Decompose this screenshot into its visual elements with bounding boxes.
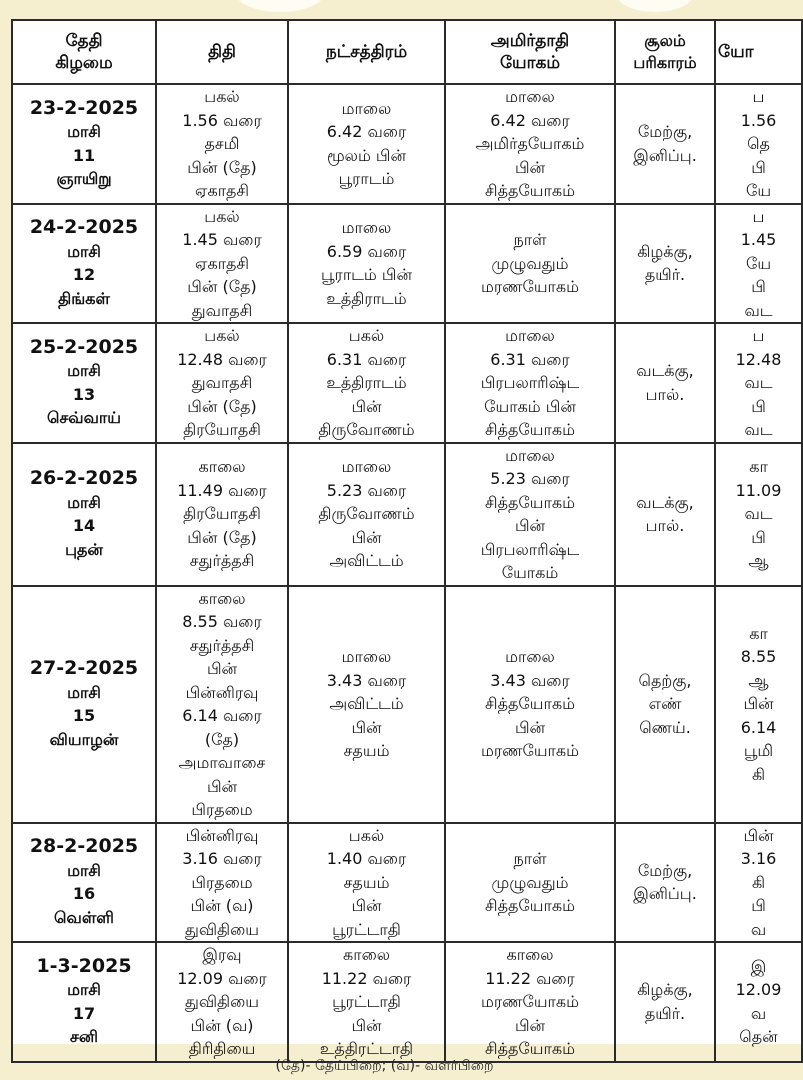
cell-line: உத்திரட்டாதி bbox=[319, 1039, 414, 1058]
cell-nakshatra bbox=[288, 84, 445, 204]
cell-line: யோகம் bbox=[501, 563, 559, 582]
cell-line: அமிர்தாதி bbox=[490, 31, 570, 51]
cell-line: 12.48 வரை bbox=[177, 349, 267, 369]
cell-date bbox=[12, 586, 156, 823]
cell-amirthathi-yogam bbox=[445, 84, 615, 204]
cell-line: பின் bbox=[206, 776, 238, 796]
cell-line: ப bbox=[752, 87, 765, 106]
cell-line: இனிப்பு. bbox=[633, 145, 697, 165]
cell-line: 6.14 bbox=[740, 717, 777, 737]
cell-line: பின் (தே) bbox=[187, 527, 257, 547]
cell-line: நாள் bbox=[513, 230, 547, 249]
cell-line: தயிர். bbox=[644, 1003, 686, 1023]
cell-line: வட bbox=[744, 504, 773, 524]
cell-line: பிரபலாரிஷ்ட bbox=[480, 373, 580, 392]
cell-line: மாலை bbox=[341, 647, 392, 667]
cell-line: ஏகாதசி bbox=[195, 181, 249, 200]
cell-line: மாலை bbox=[505, 87, 555, 106]
cell-line: பரிகாரம் bbox=[633, 53, 697, 72]
cell-line: கா bbox=[749, 623, 768, 643]
cell-line: பால். bbox=[645, 384, 685, 404]
cell-line: பகல் bbox=[348, 825, 385, 845]
top-decoration bbox=[235, 0, 325, 12]
cell-date bbox=[12, 443, 156, 586]
cell-line: வடக்கு, bbox=[636, 361, 694, 381]
cell-line: பின் (வ) bbox=[190, 896, 254, 915]
cell-line: மாசி bbox=[67, 980, 101, 1000]
cell-line: மாசி bbox=[67, 122, 101, 142]
cell-line: திங்கள் bbox=[58, 288, 110, 308]
cell-line: மாசி bbox=[67, 361, 101, 381]
cell-line: வடக்கு, bbox=[636, 492, 694, 512]
cell-line: பிரதமை bbox=[191, 800, 253, 819]
cell-line: திருவோணம் bbox=[318, 504, 415, 524]
cell-thithi bbox=[156, 204, 288, 324]
header-soolam bbox=[615, 20, 715, 84]
cell-line: பின்னிரவு bbox=[185, 825, 259, 845]
cell-line: 6.42 வரை bbox=[326, 122, 407, 142]
cell-line: யே bbox=[745, 253, 772, 273]
cell-yogam bbox=[715, 84, 802, 204]
cell-line: 3.16 bbox=[740, 849, 777, 868]
cell-line: அமிர்தயோகம் bbox=[475, 134, 585, 153]
cell-line: மூலம் பின் bbox=[326, 145, 407, 165]
cell-line: ஆ bbox=[748, 551, 769, 571]
table-row bbox=[12, 443, 802, 586]
panchangam-sheet bbox=[11, 19, 801, 1058]
cell-line: 5.23 வரை bbox=[490, 469, 570, 488]
cell-line: காலை bbox=[342, 945, 390, 964]
header-yogam bbox=[715, 20, 802, 84]
cell-line: தெற்கு, bbox=[638, 670, 692, 690]
cell-line: தேதி bbox=[65, 31, 103, 51]
cell-line: திதி bbox=[208, 42, 236, 62]
cell-line: யோகம் பின் bbox=[484, 396, 576, 416]
cell-thithi bbox=[156, 84, 288, 204]
cell-line: அவிட்டம் bbox=[329, 694, 404, 714]
footer-legend: (தே)- தேய்பிறை; (வ)- வளர்பிறை bbox=[275, 1058, 494, 1074]
table-row bbox=[12, 204, 802, 324]
cell-line: பின் (தே) bbox=[187, 277, 257, 296]
header-thithi bbox=[156, 20, 288, 84]
cell-line: கிழக்கு, bbox=[637, 241, 693, 261]
cell-line: வெள்ளி bbox=[54, 907, 114, 927]
cell-yogam bbox=[715, 323, 802, 443]
cell-nakshatra bbox=[288, 586, 445, 823]
cell-line: அவிட்டம் bbox=[329, 551, 404, 571]
cell-yogam bbox=[715, 586, 802, 823]
table-row bbox=[12, 942, 802, 1062]
cell-nakshatra bbox=[288, 443, 445, 586]
cell-line: சனி bbox=[70, 1027, 98, 1047]
cell-soolam bbox=[615, 443, 715, 586]
header-nakshatra bbox=[288, 20, 445, 84]
cell-line: துவாதசி bbox=[191, 373, 253, 392]
cell-line: பின்னிரவு bbox=[185, 682, 259, 702]
top-decoration bbox=[615, 0, 695, 12]
cell-line: 11.22 வரை bbox=[485, 968, 575, 988]
cell-line: திரிதியை bbox=[188, 1039, 256, 1058]
cell-line: பூரட்டாதி bbox=[332, 919, 401, 939]
cell-line: திரயோதசி bbox=[183, 504, 261, 524]
cell-line: பின் bbox=[514, 516, 546, 535]
cell-line: மாசி bbox=[67, 241, 101, 261]
cell-line: உத்திராடம் bbox=[326, 373, 407, 392]
cell-line: 24-2-2025 bbox=[29, 216, 139, 239]
cell-line: கிழக்கு, bbox=[637, 980, 693, 1000]
cell-line: திரயோதசி bbox=[183, 420, 261, 439]
cell-amirthathi-yogam bbox=[445, 204, 615, 324]
cell-nakshatra bbox=[288, 823, 445, 943]
cell-line: சித்தயோகம் bbox=[485, 181, 575, 200]
cell-line: துவிதியை bbox=[184, 992, 260, 1011]
cell-line: தெ bbox=[747, 134, 770, 153]
cell-nakshatra bbox=[288, 204, 445, 324]
cell-nakshatra bbox=[288, 942, 445, 1062]
cell-line: 3.43 வரை bbox=[326, 670, 407, 690]
cell-line: பின் (தே) bbox=[187, 396, 257, 416]
cell-line: பின் bbox=[514, 157, 546, 177]
cell-line: ப bbox=[752, 206, 765, 226]
cell-line: புதன் bbox=[65, 539, 103, 559]
cell-line: தென் bbox=[739, 1027, 778, 1047]
cell-line: மாசி bbox=[67, 860, 101, 880]
cell-line: பிரதமை bbox=[191, 872, 253, 892]
cell-line: துவிதியை bbox=[184, 919, 260, 939]
cell-line: வியாழன் bbox=[49, 729, 119, 749]
cell-line: 6.31 வரை bbox=[326, 349, 407, 369]
header-date bbox=[12, 20, 156, 84]
cell-line: 1.56 வரை bbox=[182, 110, 262, 130]
cell-line: பிரபலாரிஷ்ட bbox=[480, 539, 580, 559]
cell-line: 3.43 வரை bbox=[490, 670, 570, 690]
cell-line: மாலை bbox=[341, 218, 392, 238]
cell-line: வட bbox=[744, 373, 773, 392]
cell-line: கிழமை bbox=[55, 53, 113, 73]
cell-soolam bbox=[615, 84, 715, 204]
cell-line: பின் bbox=[351, 717, 382, 737]
cell-line: சித்தயோகம் bbox=[485, 420, 575, 439]
cell-line: சித்தயோகம் bbox=[485, 1039, 575, 1058]
cell-line: யோ bbox=[718, 42, 754, 62]
cell-line: 28-2-2025 bbox=[29, 835, 139, 858]
cell-line: வட bbox=[744, 300, 773, 320]
cell-line: சதயம் bbox=[343, 741, 390, 761]
cell-date bbox=[12, 823, 156, 943]
cell-line: கி bbox=[751, 764, 766, 784]
cell-line: 1.45 வரை bbox=[182, 230, 262, 249]
cell-line: பகல் bbox=[204, 206, 240, 226]
cell-line: 11.49 வரை bbox=[177, 480, 267, 500]
cell-date bbox=[12, 204, 156, 324]
cell-line: 8.55 bbox=[740, 647, 777, 667]
cell-nakshatra bbox=[288, 323, 445, 443]
header-amirthathi-yogam bbox=[445, 20, 615, 84]
cell-line: காலை bbox=[198, 457, 246, 477]
cell-soolam bbox=[615, 942, 715, 1062]
cell-line: 25-2-2025 bbox=[29, 335, 139, 358]
cell-line: (தே) bbox=[204, 729, 240, 749]
cell-line: மேற்கு, bbox=[637, 122, 693, 142]
cell-line: அமாவாசை bbox=[178, 753, 266, 772]
cell-line: 11.09 bbox=[735, 480, 782, 500]
cell-line: பி bbox=[751, 277, 766, 296]
cell-line: பின் bbox=[743, 825, 774, 845]
cell-line: பின் (வ) bbox=[190, 1015, 254, 1035]
cell-soolam bbox=[615, 323, 715, 443]
cell-line: பி bbox=[751, 157, 766, 177]
cell-line: பகல் bbox=[204, 87, 240, 106]
table-row bbox=[12, 84, 802, 204]
cell-yogam bbox=[715, 942, 802, 1062]
cell-line: பால். bbox=[645, 516, 685, 535]
cell-line: 8.55 வரை bbox=[182, 612, 262, 631]
cell-line: சதுர்த்தசி bbox=[189, 551, 255, 571]
cell-line: மாலை bbox=[505, 445, 555, 465]
cell-thithi bbox=[156, 443, 288, 586]
cell-line: பின் bbox=[351, 896, 382, 915]
cell-line: மரணயோகம் bbox=[480, 277, 580, 296]
cell-line: முழுவதும் bbox=[491, 253, 569, 273]
cell-line: பி bbox=[751, 396, 766, 416]
cell-soolam bbox=[615, 204, 715, 324]
cell-date bbox=[12, 84, 156, 204]
cell-line: பின் bbox=[351, 1015, 382, 1035]
cell-thithi bbox=[156, 586, 288, 823]
cell-line: 17 bbox=[72, 1003, 96, 1023]
cell-line: பின் bbox=[351, 527, 382, 547]
cell-date bbox=[12, 323, 156, 443]
cell-line: மரணயோகம் bbox=[480, 992, 580, 1011]
cell-line: செவ்வாய் bbox=[46, 408, 121, 428]
cell-line: 5.23 வரை bbox=[326, 480, 407, 500]
cell-amirthathi-yogam bbox=[445, 323, 615, 443]
cell-line: வ bbox=[750, 1003, 767, 1023]
cell-thithi bbox=[156, 942, 288, 1062]
cell-line: 16 bbox=[72, 884, 96, 904]
cell-amirthathi-yogam bbox=[445, 586, 615, 823]
table-row bbox=[12, 823, 802, 943]
cell-line: தயிர். bbox=[644, 265, 686, 285]
cell-date bbox=[12, 942, 156, 1062]
cell-line: கா bbox=[749, 457, 768, 477]
cell-line: காலை bbox=[506, 945, 554, 964]
cell-line: 11.22 வரை bbox=[321, 968, 412, 988]
header-row bbox=[12, 20, 802, 84]
cell-line: பின் bbox=[514, 717, 546, 737]
cell-line: 12.09 வரை bbox=[177, 968, 267, 988]
cell-line: யே bbox=[745, 181, 772, 200]
cell-line: மாலை bbox=[505, 326, 555, 345]
cell-line: 12.09 bbox=[735, 980, 782, 1000]
cell-yogam bbox=[715, 443, 802, 586]
cell-line: எண் bbox=[648, 694, 682, 714]
cell-line: முழுவதும் bbox=[491, 872, 569, 892]
cell-thithi bbox=[156, 323, 288, 443]
cell-line: 6.59 வரை bbox=[326, 241, 407, 261]
cell-line: 23-2-2025 bbox=[29, 96, 139, 119]
cell-thithi bbox=[156, 823, 288, 943]
cell-line: மேற்கு, bbox=[637, 860, 693, 880]
cell-line: சதுர்த்தசி bbox=[189, 635, 255, 655]
cell-line: ணெய். bbox=[639, 717, 691, 737]
cell-line: யோகம் bbox=[499, 53, 561, 73]
cell-line: மாசி bbox=[67, 492, 101, 512]
cell-line: சதயம் bbox=[343, 872, 390, 892]
cell-line: 12 bbox=[72, 265, 96, 285]
cell-line: 11 bbox=[72, 145, 96, 165]
cell-line: வ bbox=[750, 919, 767, 939]
cell-line: சித்தயோகம் bbox=[485, 694, 575, 714]
cell-line: இனிப்பு. bbox=[633, 884, 697, 904]
cell-line: பகல் bbox=[204, 326, 240, 345]
cell-line: கி bbox=[751, 872, 766, 892]
cell-line: பி bbox=[751, 896, 766, 915]
cell-line: சித்தயோகம் bbox=[485, 492, 575, 512]
cell-line: 6.42 வரை bbox=[490, 110, 570, 130]
cell-soolam bbox=[615, 823, 715, 943]
cell-amirthathi-yogam bbox=[445, 443, 615, 586]
cell-line: மரணயோகம் bbox=[480, 741, 580, 761]
panchangam-table bbox=[11, 19, 803, 1063]
cell-line: மாலை bbox=[341, 98, 392, 118]
cell-line: பின் bbox=[206, 659, 238, 678]
table-row bbox=[12, 586, 802, 823]
cell-line: 15 bbox=[72, 706, 96, 725]
cell-line: 1.40 வரை bbox=[326, 849, 407, 868]
cell-line: 13 bbox=[72, 384, 96, 404]
cell-line: மாலை bbox=[341, 457, 392, 477]
cell-line: பூராடம் பின் bbox=[321, 265, 412, 285]
cell-line: துவாதசி bbox=[191, 300, 253, 320]
cell-line: சித்தயோகம் bbox=[485, 896, 575, 915]
cell-amirthathi-yogam bbox=[445, 942, 615, 1062]
cell-line: ஞாயிறு bbox=[56, 169, 112, 189]
cell-line: வட bbox=[744, 420, 773, 439]
cell-line: 14 bbox=[72, 516, 96, 535]
cell-line: பூரட்டாதி bbox=[332, 992, 401, 1011]
cell-yogam bbox=[715, 204, 802, 324]
cell-line: 1.56 bbox=[740, 110, 777, 130]
cell-line: 6.14 வரை bbox=[182, 706, 262, 725]
cell-yogam bbox=[715, 823, 802, 943]
cell-line: பின் bbox=[743, 694, 774, 714]
cell-line: 6.31 வரை bbox=[490, 349, 570, 369]
cell-amirthathi-yogam bbox=[445, 823, 615, 943]
cell-line: பின் bbox=[514, 1015, 546, 1035]
cell-line: 1.45 bbox=[740, 230, 777, 249]
cell-line: பின் (தே) bbox=[187, 157, 257, 177]
cell-line: திருவோணம் bbox=[318, 420, 415, 439]
cell-line: ஏகாதசி bbox=[195, 253, 249, 273]
cell-line: 3.16 வரை bbox=[182, 849, 262, 868]
cell-line: 12.48 bbox=[735, 349, 782, 369]
cell-line: 26-2-2025 bbox=[29, 467, 139, 489]
cell-line: இரவு bbox=[202, 945, 242, 964]
cell-line: பூமி bbox=[743, 741, 774, 761]
cell-line: பின் bbox=[351, 396, 382, 416]
cell-line: பி bbox=[751, 527, 766, 547]
cell-line: 1-3-2025 bbox=[36, 954, 132, 977]
cell-soolam bbox=[615, 586, 715, 823]
table-row bbox=[12, 323, 802, 443]
cell-line: ஆ bbox=[748, 670, 769, 690]
cell-line: தசமி bbox=[204, 134, 240, 153]
cell-line: இ bbox=[750, 956, 767, 976]
cell-line: மாலை bbox=[505, 647, 555, 667]
cell-line: மாசி bbox=[67, 682, 101, 702]
cell-line: சூலம் bbox=[644, 31, 686, 50]
cell-line: நட்சத்திரம் bbox=[325, 42, 408, 62]
cell-line: பூராடம் bbox=[338, 169, 395, 189]
cell-line: காலை bbox=[198, 588, 246, 608]
cell-line: 27-2-2025 bbox=[29, 657, 139, 679]
cell-line: உத்திராடம் bbox=[326, 288, 407, 308]
cell-line: பகல் bbox=[348, 326, 385, 345]
cell-line: நாள் bbox=[513, 849, 547, 868]
cell-line: ப bbox=[752, 326, 765, 345]
